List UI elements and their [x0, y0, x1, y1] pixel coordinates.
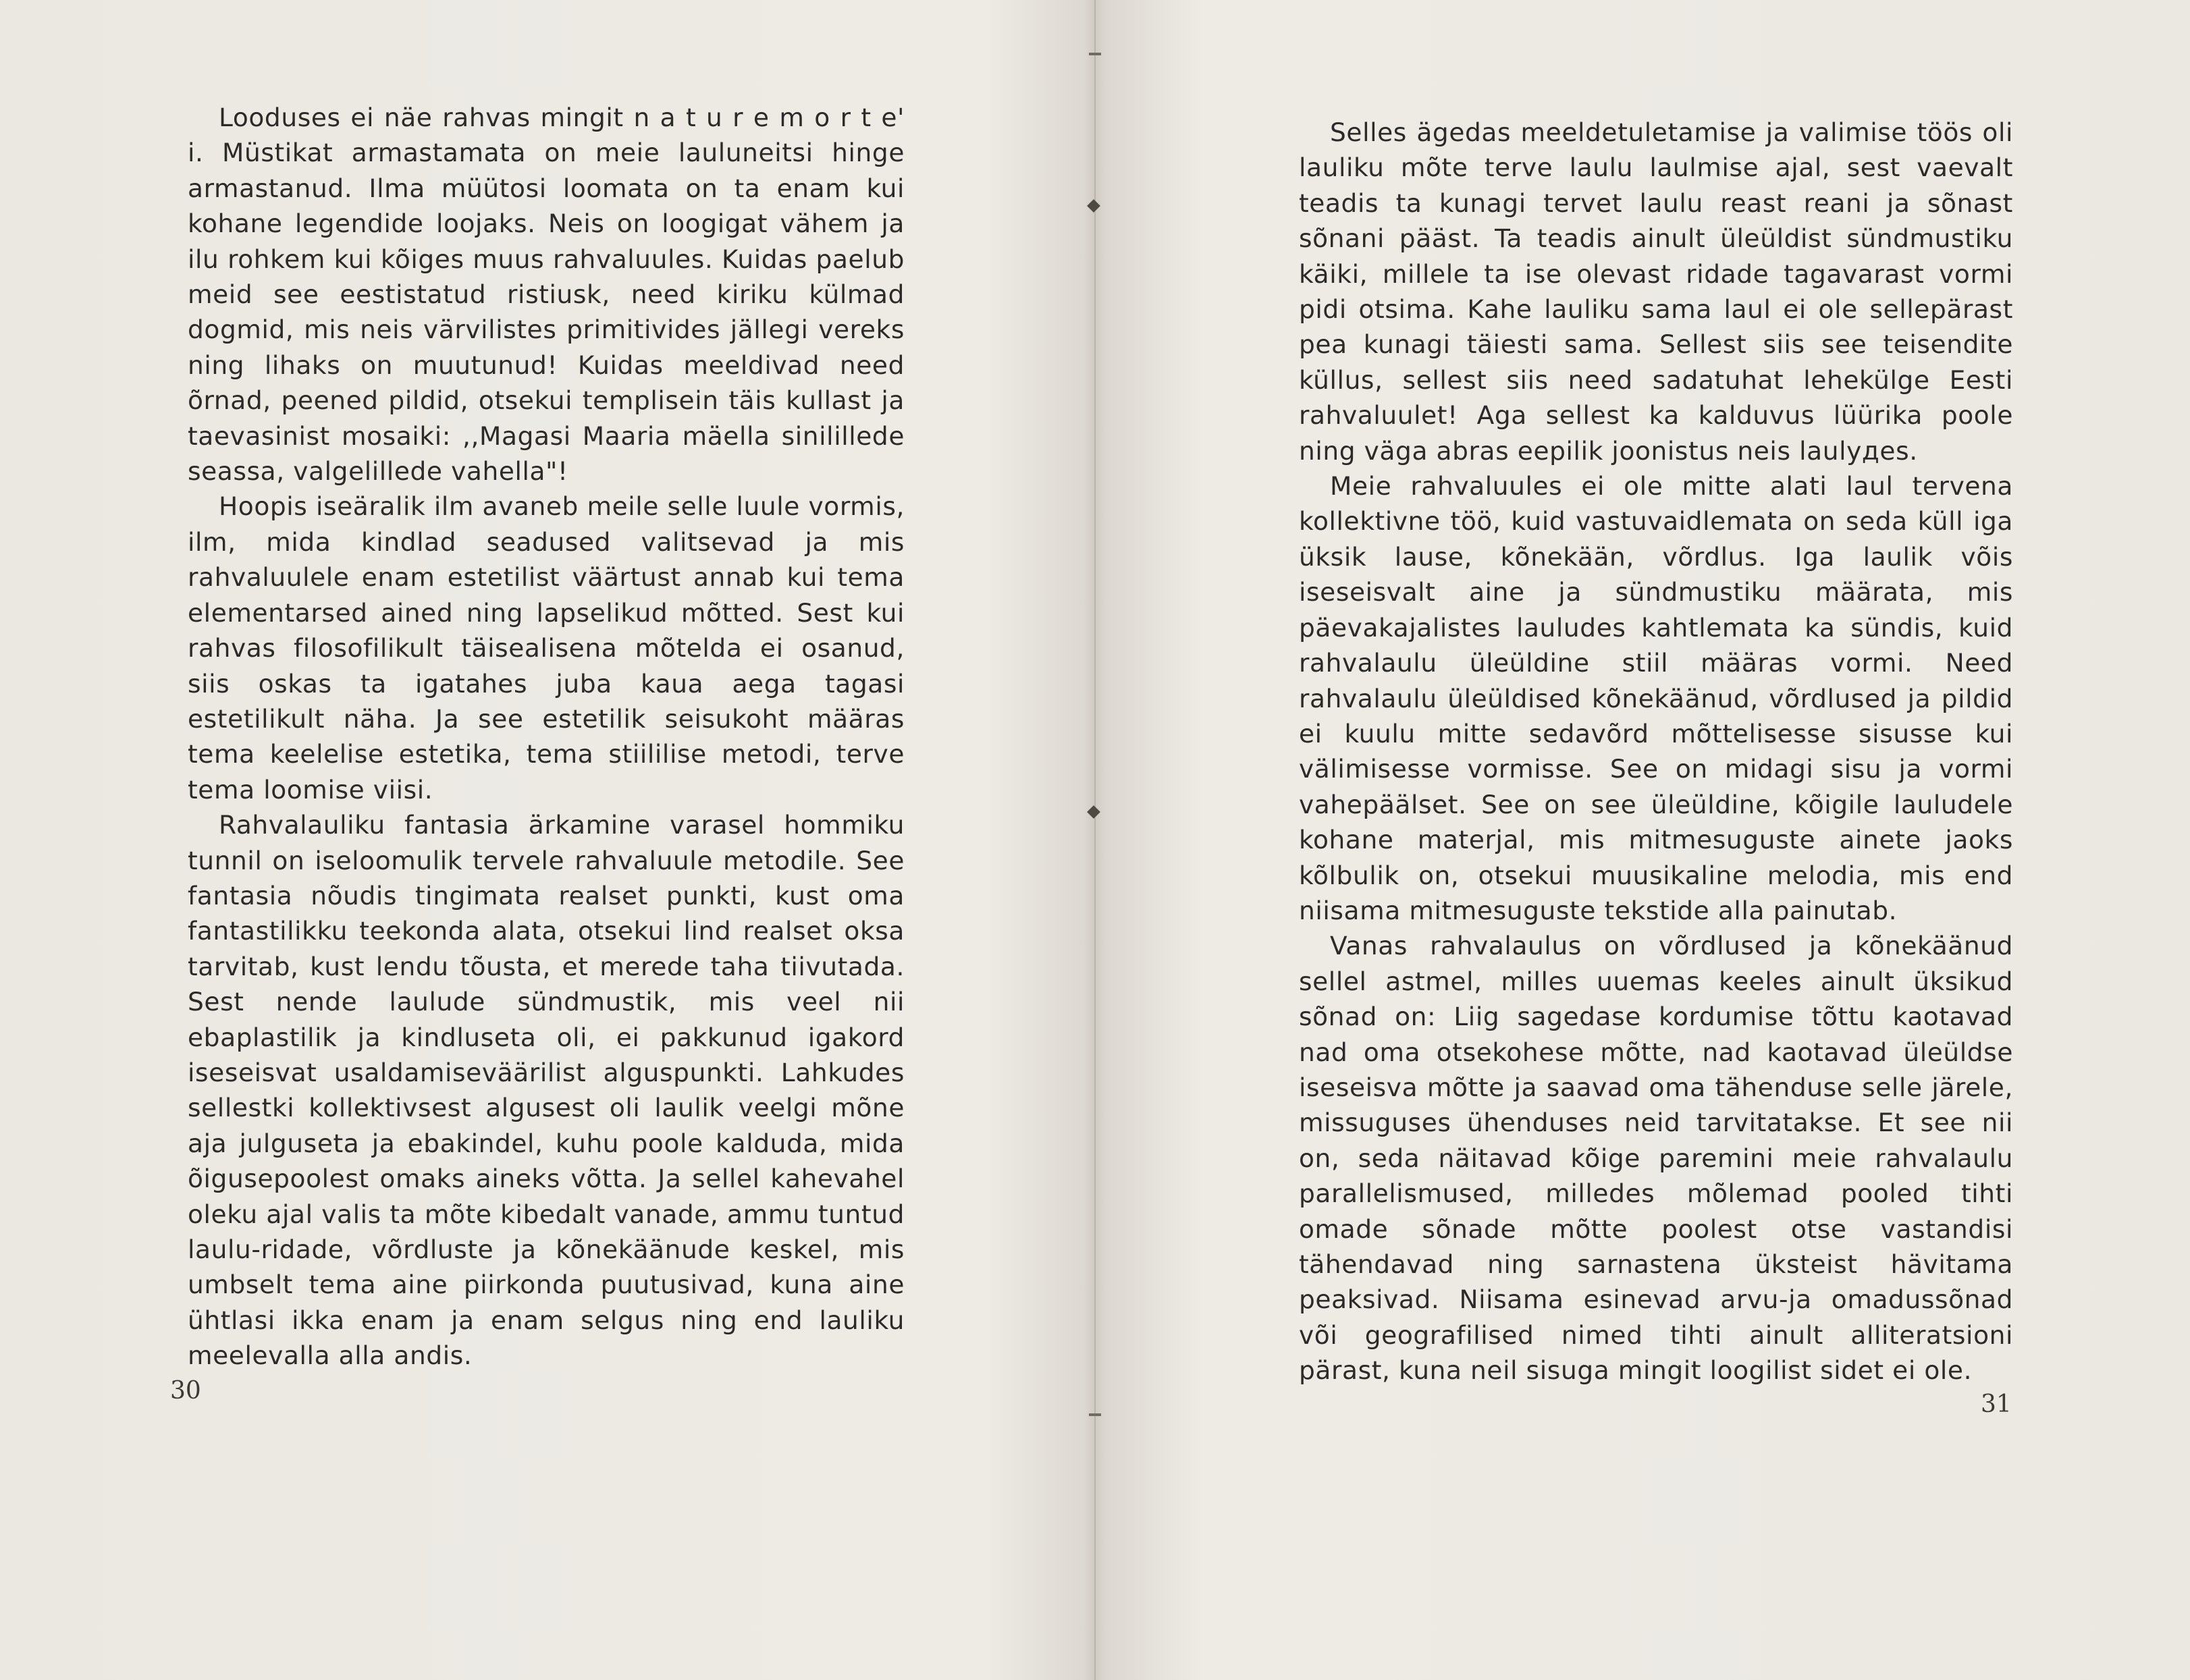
left-page: [0, 0, 1094, 1680]
gutter-line: [1094, 0, 1096, 1680]
right-page-text: [1299, 115, 2013, 1388]
right-page: [1096, 0, 2190, 1680]
paragraph: Hoopis iseäralik ilm avaneb meile selle luule vormis, ilm, mida kindlad seadused valitsevad ja mis rahvaluulele enam estetilist väärtust annab kui tema elementarsed ained ning lapselikud mõtted. Sest kui rahvas filosofilikult täisealisena mõtelda ei osanud, siis oskas ta igatahes juba kaua aega tagasi estetilikult näha. Ja see estetilik seisukoht määras tema keelelise estetika, tema stiililise metodi, terve tema loomise viisi.: [188, 491, 905, 805]
page-number: 31: [1981, 1390, 2012, 1418]
paragraph: Vanas rahvalaulus on võrdlused ja kõnekäänud sellel astmel, milles uuemas keeles ainult üksikud sõnad on: Liig sagedase kordumise tõttu kaotavad nad oma otsekohese mõtte, nad kaotavad üleüldse iseseisva mõtte ja saavad oma tähenduse selle järele, missuguses ühenduses neid tarvitatakse. Et see nii on, seda näitavad kõige paremini meie rahvalaulu parallelismused, milledes mõlemad pooled tihti omade sõnade mõtte poolest otse vastandisi tähendavad ning sarnastena üksteist hävitama peaksivad. Niisama esinevad arvu-ja omadussõnad või geografilised nimed tihti ainult alliteratsioni pärast, kuna neil sisuga mingit loogilist sidet ei ole.: [1299, 931, 2013, 1386]
paragraph: Looduses ei näe rahvas mingit n a t u r e m o r t e' i. Müstikat armastamata on meie lauluneitsi hinge armastanud. Ilma müütosi loomata on ta enam kui kohane legendide loojaks. Neis on loogigat vähem ja ilu rohkem kui kõiges muus rahvaluules. Kuidas paelub meid see eestistatud ristiusk, need kiriku külmad dogmid, mis neis värvilistes primitivides jällegi vereks ning lihaks on muutunud! Kuidas meeldivad need õrnad, peened pildid, otsekui templisein täis kullast ja taevasinist mosaiki: ,,Magasi Maaria mäella sinilillede seassa, valgelillede vahella"!: [188, 103, 905, 487]
paragraph: Rahvalauliku fantasia ärkamine varasel hommiku tunnil on iseloomulik tervele rahvaluule metodile. See fantasia nõudis tingimata realset punkti, kust oma fantastilikku teekonda alata, otsekui lind realset oksa tarvitab, kust lendu tõusta, et merede taha tiivutada. Sest nende laulude sündmustik, mis veel nii ebaplastilik ja kindluseta oli, ei pakkunud igakord iseseisvat usaldamiseväärilist alguspunkti. Lahkudes sellestki kollektivsest algusest oli laulik veelgi mõne aja julguseta ja ebakindel, kuhu poole kalduda, mida õigusepoolest omaks aineks võtta. Ja sellel kahevahel oleku ajal valis ta mõte kibedalt vanade, ammu tuntud laulu-ridade, võrdluste ja kõnekäänude keskel, mis umbselt tema aine piirkonda puutusivad, kuna aine ühtlasi ikka enam ja enam selgus ning end lauliku meelevalla alla andis.: [188, 810, 905, 1371]
paragraph: Selles ägedas meeldetuletamise ja valimise töös oli lauliku mõte terve laulu laulmise ajal, sest vaevalt teadis ta kunagi tervet laulu reast reani ja sõnast sõnani pääst. Ta teadis ainult üleüldist sündmustiku käiki, millele ta ise olevast ridade tagavarast vormi pidi otsima. Kahe lauliku sama laul ei ole sellepärast pea kunagi täiesti sama. Sellest siis see teisendite küllus, sellest siis need sadatuhat lehekülge Eesti rahvaluulet! Aga sellest ka kalduvus lüürika poole ning väga abras eepilik joonistus neis laulудes.: [1299, 117, 2013, 466]
left-page-text: [188, 100, 905, 1374]
page-number: 30: [170, 1377, 201, 1405]
paragraph: Meie rahvaluules ei ole mitte alati laul tervena kollektivne töö, kuid vastuvaidlemata on seda küll iga üksik lause, kõnekään, võrdlus. Iga laulik võis iseseisvalt aine ja sündmustiku määrata, mis päevakajalistes lauludes kahtlemata ka sündis, kuid rahvalaulu üleüldine stiil määras vormi. Need rahvalaulu üleüldised kõnekäänud, võrdlused ja pildid ei kuulu mitte sedavõrd mõttelisesse sisusse kui välimisesse vormisse. See on midagi sisu ja vormi vahepäälset. See on see üleüldine, kõigile lauludele kohane materjal, mis mitmesuguste ainete jaoks kõlbulik on, otsekui muusikaline melodia, mis end niisama mitmesuguste tekstide alla painutab.: [1299, 471, 2013, 925]
